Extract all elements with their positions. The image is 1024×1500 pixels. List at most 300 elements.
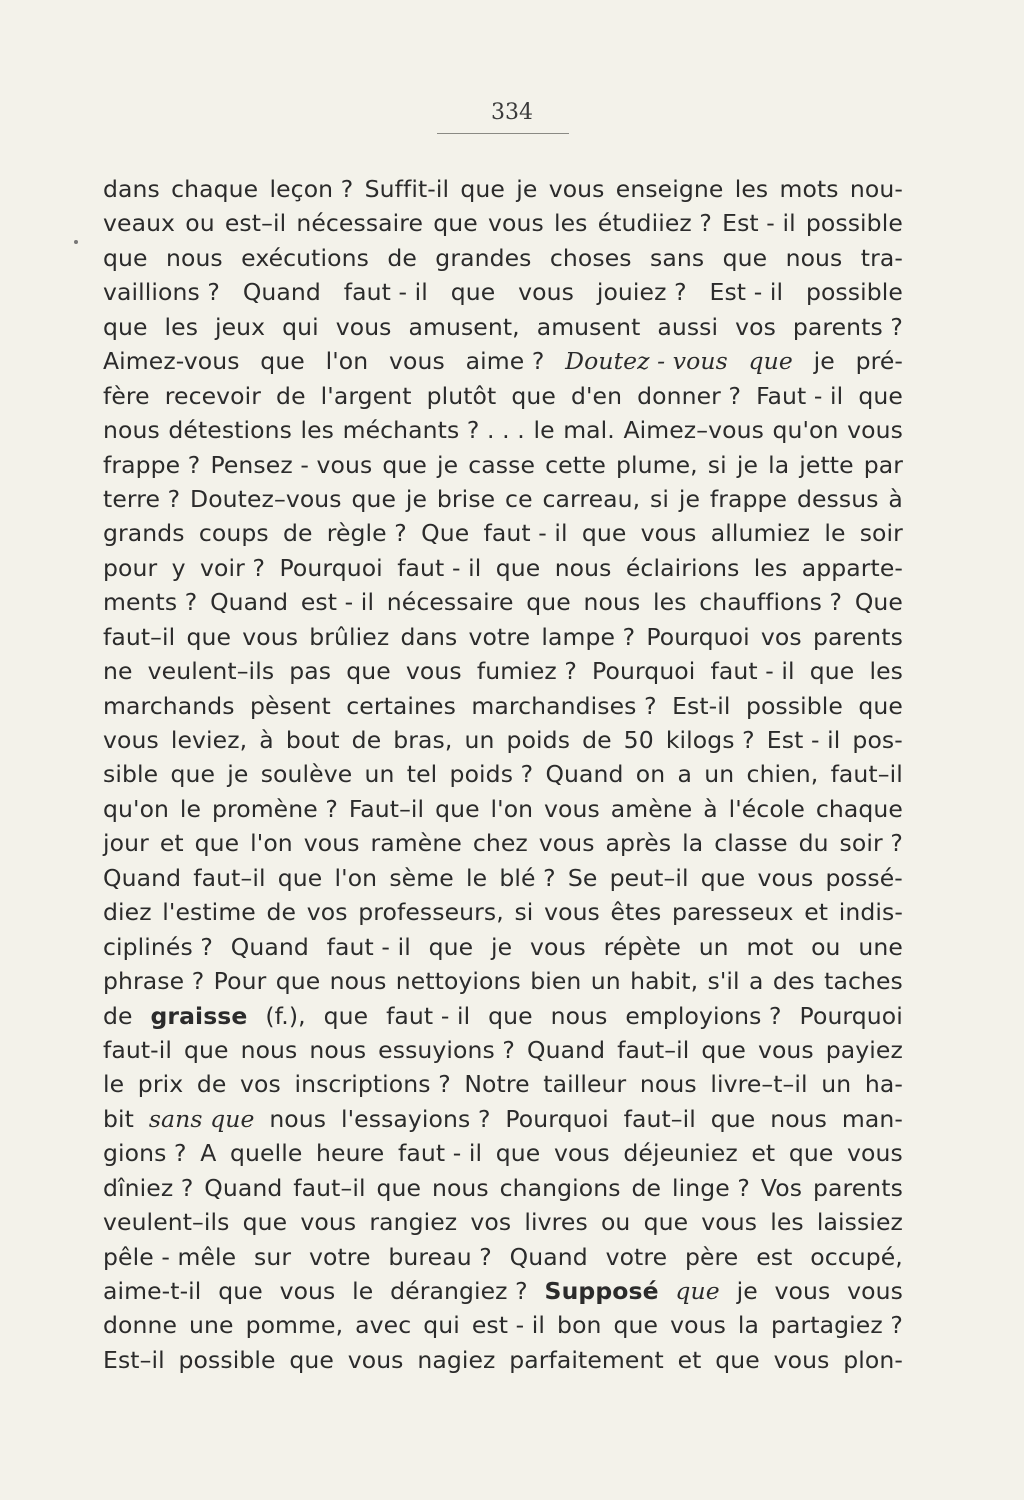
word: vous (553, 1139, 610, 1168)
word: de (103, 1001, 133, 1030)
word: que (715, 1345, 760, 1374)
word: sème (389, 863, 454, 892)
word: une (858, 932, 903, 961)
word: vous (518, 278, 574, 307)
word: plutôt (426, 381, 497, 410)
word: d'en (570, 381, 623, 410)
word: nous (639, 1070, 697, 1099)
word: je (405, 484, 428, 513)
word: taches (824, 967, 903, 996)
word: que (218, 1277, 263, 1305)
word: lampe ? (541, 622, 636, 651)
word: vous (640, 519, 697, 548)
word: (f.), (265, 1001, 306, 1030)
word: bras, (393, 726, 453, 754)
word: faut–il (617, 1035, 690, 1064)
word: le (533, 416, 555, 445)
word: vous (701, 1208, 758, 1237)
word: que (643, 1208, 689, 1237)
word: si (514, 898, 534, 927)
word: donne (103, 1311, 178, 1340)
word: je (227, 760, 249, 789)
word: parfaitement (509, 1345, 664, 1374)
text-line (103, 206, 903, 240)
word: promène ? (211, 794, 338, 823)
word: on (635, 760, 666, 789)
word: le (179, 794, 202, 823)
word: un (364, 760, 395, 789)
word: aussi (657, 312, 719, 341)
word: grandes (435, 243, 532, 272)
word: payiez (825, 1035, 903, 1064)
word: faut - il (397, 1139, 483, 1168)
word: soir (859, 519, 903, 548)
word: chez (472, 829, 528, 858)
word: jour (103, 829, 149, 858)
word: paresseux (671, 898, 794, 927)
word: que (495, 553, 541, 582)
text-line (103, 1102, 903, 1136)
word: certaines (346, 691, 456, 720)
word: que (700, 863, 746, 892)
word: carreau, (542, 484, 641, 513)
text-line (103, 861, 903, 895)
word: nous (550, 1001, 608, 1030)
word: plume, (615, 450, 698, 479)
word: ce (505, 484, 533, 513)
word: Est–il (103, 1345, 165, 1374)
body-text (103, 172, 903, 1377)
word: vous (488, 209, 544, 238)
word: que (788, 1139, 834, 1168)
word: le (103, 1070, 125, 1099)
word: les (164, 312, 199, 341)
word: de (582, 726, 612, 754)
word: avec (355, 1311, 412, 1340)
word: je (736, 450, 758, 479)
word: qui (423, 1311, 460, 1340)
word: vous (757, 863, 814, 892)
word: un (698, 932, 729, 961)
word: vos (306, 898, 348, 927)
word: recevoir (164, 381, 262, 410)
word: vous (757, 1035, 814, 1064)
word: ou (600, 1208, 631, 1237)
word: l'on (250, 829, 293, 858)
word: nous (785, 243, 843, 272)
word: leviez, (170, 726, 248, 754)
word: que (460, 175, 505, 203)
word: est - il (471, 1311, 546, 1340)
word: indis- (838, 898, 903, 927)
word: apparte- (801, 553, 903, 582)
word: heure (316, 1139, 385, 1168)
word: éclairions (625, 553, 740, 582)
word: ciplinés ? (103, 932, 213, 961)
word: faut-il (103, 1035, 173, 1064)
word: étudiiez ? (597, 209, 712, 238)
word: livres (524, 1208, 588, 1237)
word: que (511, 381, 556, 410)
word: les (653, 588, 687, 617)
text-line (103, 930, 903, 964)
word: faut - il (483, 519, 568, 548)
word: Faut–il (348, 794, 425, 823)
word: que (376, 1173, 422, 1202)
word: nous (329, 967, 387, 996)
word: sans que (148, 1104, 255, 1133)
word: nous (240, 1035, 298, 1064)
word: êtes (610, 898, 662, 927)
word: Aimez-vous (103, 347, 240, 376)
word: un (464, 726, 495, 754)
word: père (684, 1242, 739, 1271)
word: classe (714, 829, 788, 858)
word: faut–il (830, 760, 903, 789)
word: quelle (230, 1139, 303, 1168)
word: que (170, 760, 216, 789)
text-line (103, 1067, 903, 1101)
word: Pourquoi (279, 553, 383, 582)
word: nous (309, 1035, 367, 1064)
text-line (103, 1240, 903, 1274)
word: amusent (536, 312, 641, 341)
word: s'il (707, 967, 740, 996)
word: habit, (630, 967, 699, 996)
text-line (103, 551, 903, 585)
word: vous (774, 1277, 831, 1305)
word: 50 (623, 726, 654, 754)
word: phrase ? (103, 967, 205, 996)
word: faut - il (386, 1001, 471, 1030)
word: de (196, 1070, 227, 1099)
word: vous (300, 1208, 357, 1237)
word: Que (854, 588, 903, 617)
text-line (103, 1343, 903, 1377)
word: Doutez–vous (190, 484, 342, 513)
word: que (701, 1035, 746, 1064)
word: essuyions ? (378, 1035, 516, 1064)
word: Quand (103, 863, 182, 892)
word: bon (557, 1311, 602, 1340)
word: bout (285, 726, 340, 754)
word: qu'on (772, 416, 839, 445)
word: les (554, 209, 588, 238)
word: de (387, 243, 417, 272)
text-line (103, 999, 903, 1033)
word: détestions (168, 416, 292, 445)
word: mal. (563, 416, 615, 445)
word: que (186, 622, 232, 651)
text-line (103, 757, 903, 791)
word: vos (240, 1070, 281, 1099)
word: occupé, (810, 1242, 903, 1271)
word: employions ? (625, 1001, 782, 1030)
word: que (351, 484, 397, 513)
word: vous (544, 898, 600, 927)
word: nécessaire (386, 588, 514, 617)
word: tel (406, 760, 438, 789)
word: que (722, 243, 768, 272)
word: à (259, 726, 274, 754)
word: je (516, 175, 538, 203)
word: que (450, 278, 496, 307)
word: allumiez (710, 519, 811, 548)
word: vous (530, 932, 586, 961)
word: a (749, 967, 764, 996)
text-line (103, 482, 903, 516)
word: vous (548, 175, 605, 203)
word: grands (103, 519, 185, 548)
word: les (869, 657, 903, 686)
word: tra- (860, 243, 903, 272)
word: vous (279, 1277, 336, 1305)
word: faut - il (397, 553, 482, 582)
word: Pour (213, 967, 267, 996)
word: la (768, 450, 790, 479)
word: que (710, 1104, 756, 1133)
word: de (282, 519, 313, 548)
word: veulent–ils (103, 1208, 230, 1237)
word: Quand (230, 932, 309, 961)
word: terre ? (103, 484, 181, 513)
word: qu'on (103, 794, 170, 823)
word: le (465, 863, 488, 892)
word: nous (269, 1104, 327, 1133)
word: veaux (103, 209, 176, 238)
word: que (488, 1001, 533, 1030)
word: vous (544, 794, 600, 823)
word: gions ? (103, 1139, 187, 1168)
word: livre–t–il (710, 1070, 808, 1099)
word: à (703, 794, 718, 823)
word: aime ? (465, 347, 545, 376)
word: enseigne (615, 175, 724, 203)
word: man- (841, 1104, 903, 1133)
word: Pourquoi (592, 657, 696, 686)
word: vous (347, 1345, 404, 1374)
word: de (266, 898, 297, 927)
word: Quand (545, 760, 624, 789)
word: possible (805, 278, 903, 307)
word: à (888, 484, 903, 513)
text-line (103, 620, 903, 654)
word: poids (506, 726, 571, 754)
word: que (346, 657, 391, 686)
word: frappe (709, 484, 788, 513)
word: nous (770, 1104, 828, 1133)
word: vous (242, 622, 299, 651)
word: graisse (150, 1001, 248, 1030)
word: vous (335, 312, 392, 341)
word: possible (805, 209, 903, 238)
word: vous (389, 347, 445, 376)
word: je (813, 347, 835, 376)
word: et (751, 1139, 776, 1168)
word: vous (847, 1139, 903, 1168)
word: de (631, 1173, 662, 1202)
word: soulève (260, 760, 353, 789)
word: est (756, 1242, 793, 1271)
word: faut - il (343, 278, 428, 307)
word: règle ? (326, 519, 407, 548)
word: Vos (760, 1173, 803, 1202)
word: Suffit-il (364, 175, 450, 203)
word: pêle - mêle (103, 1242, 237, 1271)
word: par (863, 450, 903, 479)
word: nous (165, 243, 223, 272)
word: l'école (728, 794, 805, 823)
word: a (677, 760, 693, 789)
word: poids ? (449, 760, 534, 789)
word: que (428, 932, 474, 961)
word: vous (773, 1345, 830, 1374)
word: parents (812, 622, 903, 651)
word: et (159, 829, 184, 858)
word: dérangiez ? (390, 1277, 528, 1305)
word: leçon ? (269, 175, 354, 203)
word: que (581, 519, 627, 548)
word: marchandises ? (471, 691, 657, 720)
word: que (323, 1001, 369, 1030)
word: peut–il (609, 863, 689, 892)
word: vous (303, 829, 360, 858)
word: répète (603, 932, 681, 961)
text-line (103, 172, 903, 206)
word: nous (103, 416, 160, 445)
word: pour (103, 553, 158, 582)
word: que (748, 347, 793, 376)
word: exécutions (241, 243, 369, 272)
word: un (704, 760, 735, 789)
word: que (809, 657, 855, 686)
word: que (103, 243, 148, 272)
word: le (824, 519, 846, 548)
word: Est - il (722, 209, 796, 238)
word: changions (499, 1173, 621, 1202)
word: la (682, 829, 704, 858)
word: ou (185, 209, 215, 238)
word: Notre (464, 1070, 530, 1099)
word: si (650, 484, 670, 513)
text-line (103, 448, 903, 482)
word: y (171, 553, 186, 582)
word: que (277, 863, 323, 892)
word: parents ? (792, 312, 903, 341)
word: l'estime (162, 898, 256, 927)
word: Est-il (672, 691, 731, 720)
word: vous (538, 829, 595, 858)
word: je (736, 1277, 758, 1305)
word: blé ? (499, 863, 556, 892)
word: veulent–ils (147, 657, 275, 686)
text-line (103, 1205, 903, 1239)
word: partagiez ? (771, 1311, 903, 1340)
text-line (103, 1274, 903, 1308)
word: est - il (300, 588, 375, 617)
word: nou- (849, 175, 903, 203)
word: et (677, 1345, 702, 1374)
word: que (260, 347, 305, 376)
word: jette (799, 450, 854, 479)
word: votre (308, 1242, 371, 1271)
margin-dot (74, 240, 78, 244)
word: l'argent (320, 381, 412, 410)
word: prix (137, 1070, 184, 1099)
word: pomme, (245, 1311, 344, 1340)
word: Doutez - vous (565, 347, 728, 376)
word: choses (549, 243, 632, 272)
word: sans (650, 243, 705, 272)
word: vos (470, 1208, 512, 1237)
word: déjeuniez (623, 1139, 738, 1168)
word: Est - il (709, 278, 784, 307)
text-line (103, 1308, 903, 1342)
text-line (103, 585, 903, 619)
word: possible (178, 1345, 276, 1374)
word: que (275, 967, 321, 996)
word: que (675, 1277, 720, 1305)
header-rule (437, 133, 569, 134)
text-line (103, 964, 903, 998)
word: amusent, (408, 312, 520, 341)
word: je (437, 450, 459, 479)
word: nagiez (417, 1345, 496, 1374)
word: brise (436, 484, 496, 513)
word: parents (812, 1173, 903, 1202)
word: jouiez ? (596, 278, 687, 307)
word: Quand (242, 278, 321, 307)
word: Quand (204, 1173, 283, 1202)
word: pas (289, 657, 332, 686)
word: donner ? (637, 381, 742, 410)
page-number: 334 (491, 100, 533, 125)
word: pèsent (250, 691, 331, 720)
word: le (352, 1277, 374, 1305)
word: faut - il (710, 657, 795, 686)
word: et (804, 898, 829, 927)
word: Supposé (544, 1277, 659, 1305)
word: ments ? (103, 588, 198, 617)
word: faut–il (193, 863, 266, 892)
word: dans (103, 175, 160, 203)
word: vous (670, 1311, 726, 1340)
text-line (103, 826, 903, 860)
word: après (605, 829, 672, 858)
word: de (351, 726, 382, 754)
word: inscriptions ? (294, 1070, 451, 1099)
word: je (491, 932, 513, 961)
word: diez (103, 898, 152, 927)
word: vous (847, 1277, 903, 1305)
text-line (103, 275, 903, 309)
word: que (435, 794, 480, 823)
text-line (103, 895, 903, 929)
word: votre (468, 622, 531, 651)
word: cette (545, 450, 606, 479)
word: faut–il (293, 1173, 366, 1202)
word: les (770, 1208, 804, 1237)
word: ha- (864, 1070, 903, 1099)
word: que (613, 1311, 659, 1340)
word: Quand (527, 1035, 606, 1064)
word: je (678, 484, 701, 513)
word: sible (103, 760, 159, 789)
word: linge ? (672, 1173, 750, 1202)
word: ramène (370, 829, 462, 858)
text-line (103, 792, 903, 826)
word: laissiez (816, 1208, 903, 1237)
